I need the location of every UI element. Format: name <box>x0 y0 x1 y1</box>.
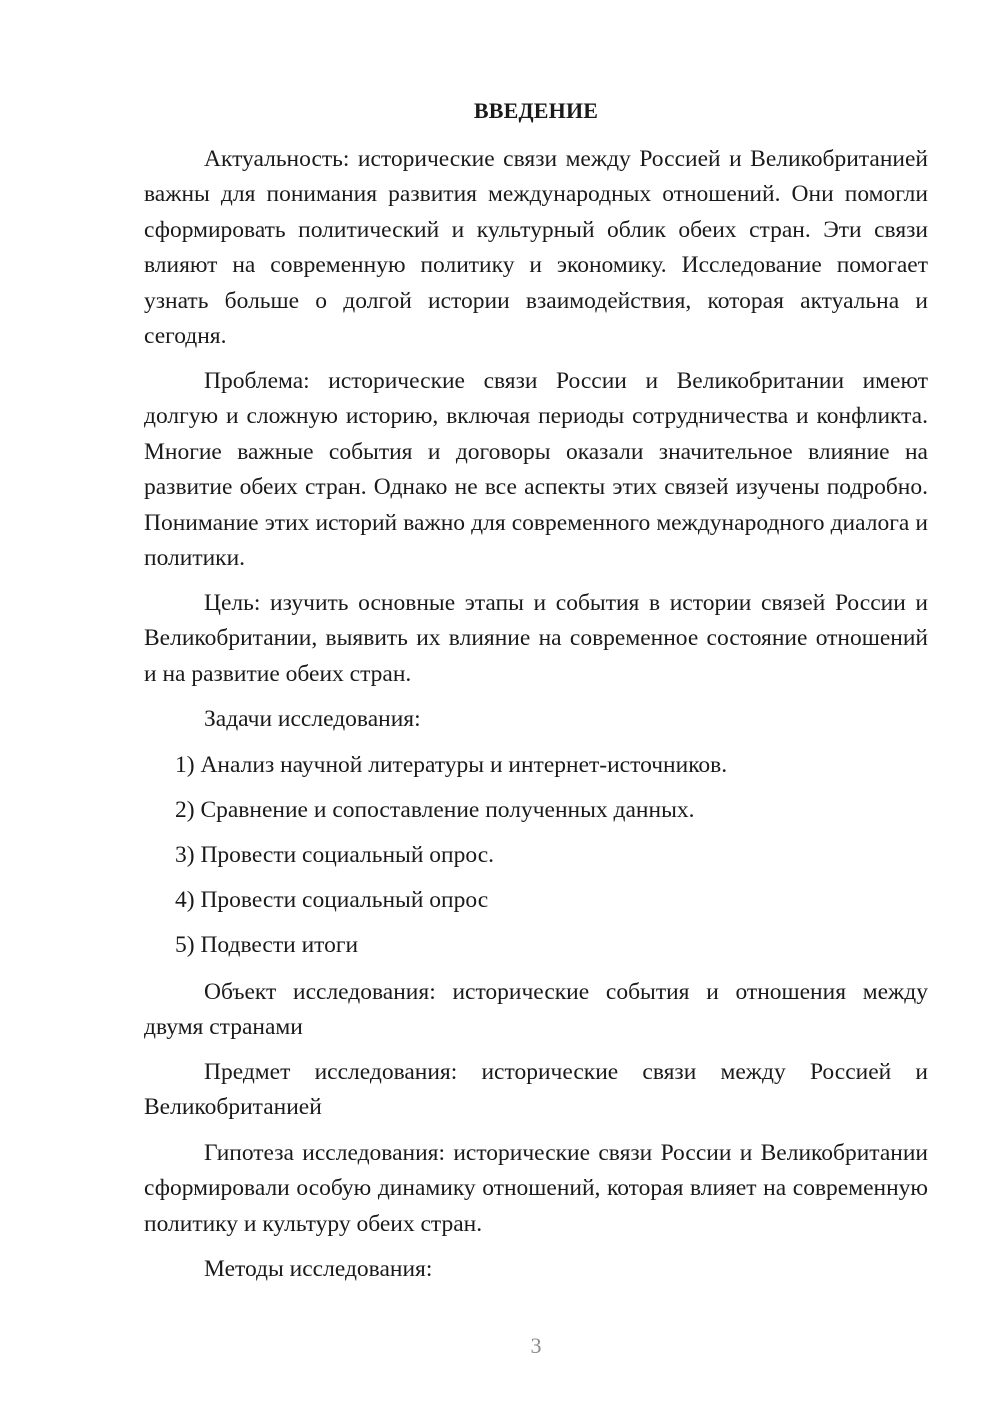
paragraph-subject: Предмет исследования: исторические связи между Россией и Великобританией <box>144 1059 928 1121</box>
task-item-2: 2) Сравнение и сопоставление полученных данных. <box>175 797 695 823</box>
page-number: 3 <box>530 1333 542 1358</box>
section-title: ВВЕДЕНИЕ <box>473 98 599 123</box>
paragraph-hypothesis: Гипотеза исследования: исторические связи России и Великобритании сформировали особую динамику отношений, которая влияет на современную политику и культуру обеих стран. <box>144 1140 928 1237</box>
task-item-5: 5) Подвести итоги <box>175 932 359 958</box>
task-item-3: 3) Провести социальный опрос. <box>175 842 494 868</box>
paragraph-problem: Проблема: исторические связи России и Великобритании имеют долгую и сложную историю, включая периоды сотрудничества и конфликта. Многие важные события и договоры оказали значительное влияние на развитие обеих стран. Однако не все аспекты этих связей изучены подробно. Понимание этих историй важно для современного международного диалога и политики. <box>144 368 928 572</box>
task-item-4: 4) Провести социальный опрос <box>175 887 489 913</box>
paragraph-actuality: Актуальность: исторические связи между Россией и Великобританией важны для понимания развития международных отношений. Они помогли сформировать политический и культурный облик обеих стран. Эти связи влияют на современную политику и экономику. Исследование помогает узнать больше о долгой истории взаимодействия, которая актуальна и сегодня. <box>144 146 928 350</box>
paragraph-object: Объект исследования: исторические события и отношения между двумя странами <box>144 979 928 1041</box>
tasks-heading: Задачи исследования: <box>204 706 421 732</box>
paragraph-goal: Цель: изучить основные этапы и события в истории связей России и Великобритании, выявить их влияние на современное состояние отношений и на развитие обеих стран. <box>144 590 928 687</box>
task-item-1: 1) Анализ научной литературы и интернет-источников. <box>175 752 728 778</box>
methods-heading: Методы исследования: <box>204 1256 433 1282</box>
